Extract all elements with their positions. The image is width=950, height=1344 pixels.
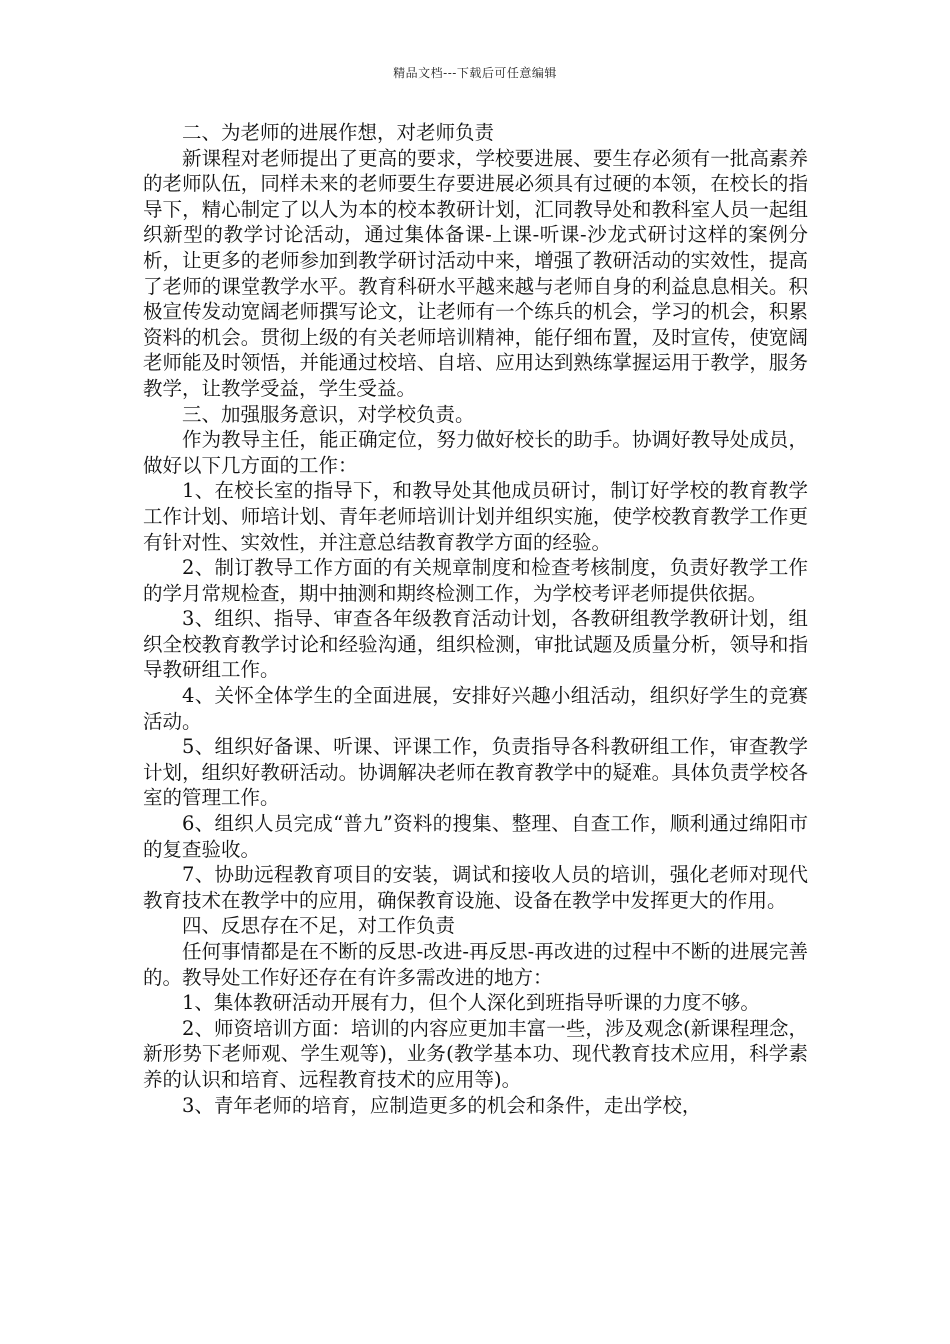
- shortcoming-item-2: 2、师资培训方面：培训的内容应更加丰富一些，涉及观念(新课程理念，新形势下老师观、学生观等)，业务(教学基本功、现代教育技术应用，科学素养的认识和培育、远程教育技术的应用等)。: [143, 1016, 808, 1091]
- list-item-4: 4、关怀全体学生的全面进展，安排好兴趣小组活动，组织好学生的竞赛活动。: [143, 684, 808, 733]
- paragraph-reflection-intro: 任何事情都是在不断的反思-改进-再反思-再改进的过程中不断的进展完善的。教导处工作好还存在有许多需改进的地方：: [143, 940, 808, 989]
- page-header: 精品文档---下载后可任意编辑: [393, 66, 557, 80]
- document-body: [143, 120, 808, 1118]
- shortcoming-item-3: 3、青年老师的培育，应制造更多的机会和条件，走出学校，: [182, 1093, 702, 1117]
- list-item-2: 2、制订教导工作方面的有关规章制度和检查考核制度，负责好教学工作的学月常规检查，期中抽测和期终检测工作，为学校考评老师提供依据。: [143, 556, 808, 605]
- section-heading-2: 二、为老师的进展作想，对老师负责: [182, 121, 495, 144]
- section-heading-4: 四、反思存在不足，对工作负责: [182, 914, 456, 938]
- paragraph-teacher-development: 新课程对老师提出了更高的要求，学校要进展、要生存必须有一批高素养的老师队伍，同样未来的老师要生存要进展必须具有过硬的本领，在校长的指导下，精心制定了以人为本的校本教研计划，汇同教导处和教科室人员一起组织新型的教学讨论活动，通过集体备课-上课-听课-沙龙式研讨这样的案例分析，让更多的老师参加到教学研讨活动中来，增强了教研活动的实效性，提高了老师的课堂教学水平。教育科研水平越来越与老师自身的利益息息相关。积极宣传发动宽阔老师撰写论文，让老师有一个练兵的机会，学习的机会，积累资料的机会。贯彻上级的有关老师培训精神，能仔细布置，及时宣传，使宽阔老师能及时领悟，并能通过校培、自培、应用达到熟练掌握运用于教学，服务教学，让教学受益，学生受益。: [143, 146, 808, 400]
- paragraph-role-intro: 作为教导主任，能正确定位，努力做好校长的助手。协调好教导处成员，做好以下几方面的工作：: [143, 428, 808, 477]
- list-item-3: 3、组织、指导、审查各年级教育活动计划，各教研组教学教研计划，组织全校教育教学讨论和经验沟通，组织检测，审批试题及质量分析，领导和指导教研组工作。: [143, 607, 808, 682]
- shortcoming-item-1: 1、集体教研活动开展有力，但个人深化到班指导听课的力度不够。: [182, 991, 760, 1015]
- list-item-5: 5、组织好备课、听课、评课工作，负责指导各科教研组工作，审查教学计划，组织好教研活动。协调解决老师在教育教学中的疑难。具体负责学校各室的管理工作。: [143, 735, 808, 810]
- section-heading-3: 三、加强服务意识，对学校负责。: [182, 402, 475, 426]
- list-item-6: 6、组织人员完成“普九”资料的搜集、整理、自查工作，顺利通过绵阳市的复查验收。: [143, 812, 808, 861]
- list-item-7: 7、协助远程教育项目的安装，调试和接收人员的培训，强化老师对现代教育技术在教学中的应用，确保教育设施、设备在教学中发挥更大的作用。: [143, 863, 808, 912]
- list-item-1: 1、在校长室的指导下，和教导处其他成员研讨，制订好学校的教育教学工作计划、师培计划、青年老师培训计划并组织实施，使学校教育教学工作更有针对性、实效性，并注意总结教育教学方面的经验。: [143, 479, 808, 554]
